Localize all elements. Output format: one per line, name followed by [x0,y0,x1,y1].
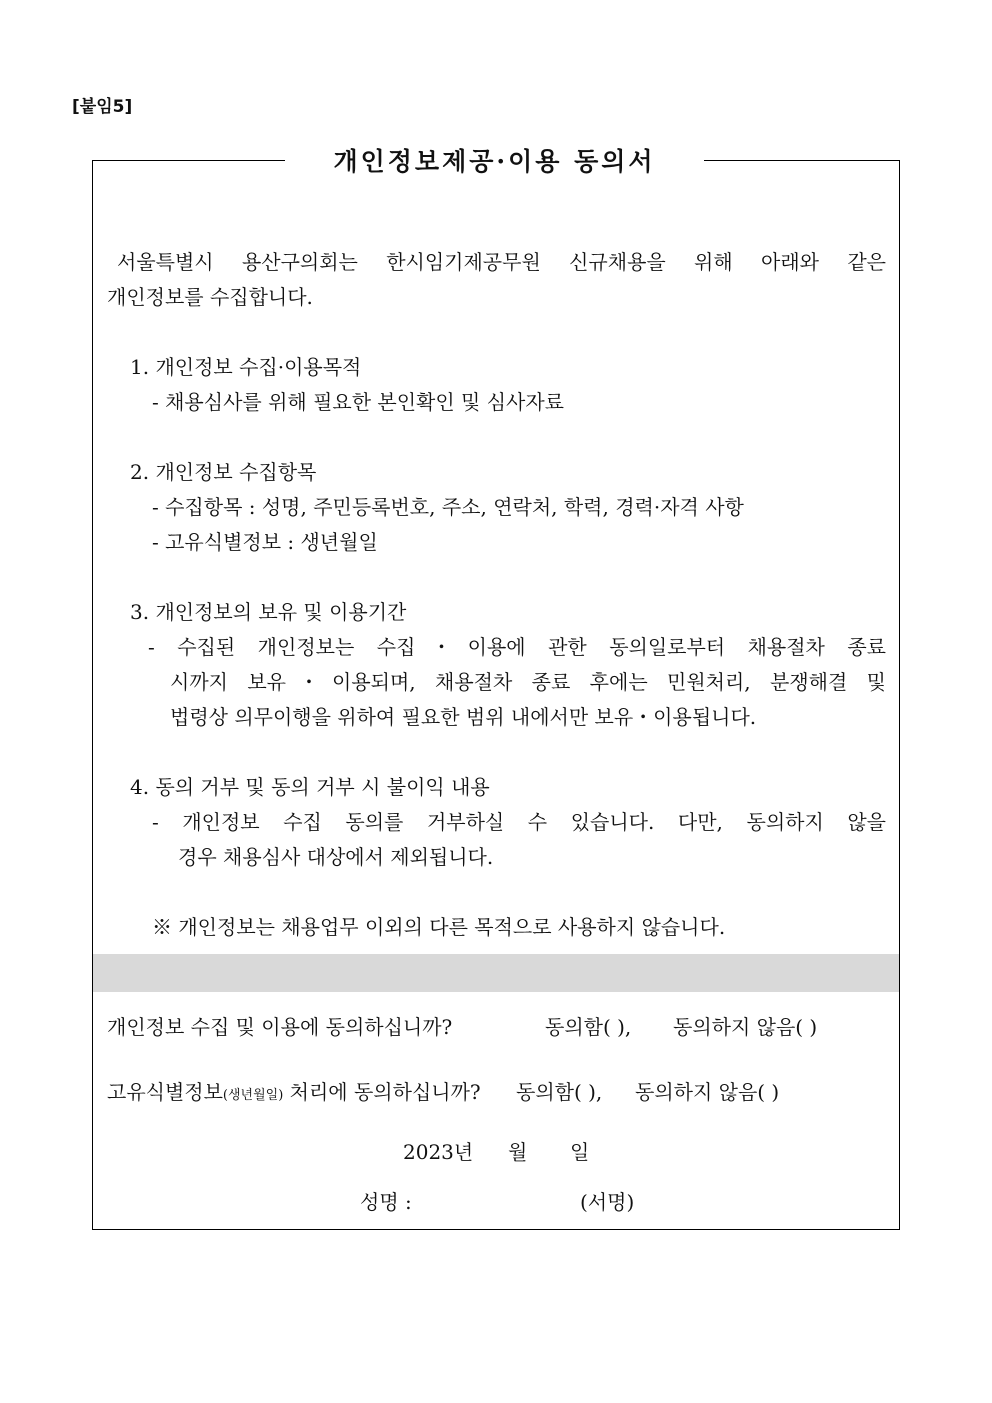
consent-2-question-small: (생년월일) [222,1088,284,1103]
section-2-item-2: - 고유식별정보 : 생년월일 [152,530,378,554]
consent-1-question: 개인정보 수집 및 이용에 동의하십니까? [107,1015,453,1039]
section-3-heading: 3. 개인정보의 보유 및 이용기간 [130,600,407,624]
divider-bar [93,954,899,992]
section-4-heading: 4. 동의 거부 및 동의 거부 시 불이익 내용 [130,775,490,799]
section-4-item-1: - 개인정보 수집 동의를 거부하실 수 있습니다. 다만, 동의하지 않을 [152,810,886,834]
consent-2-question-main: 고유식별정보 [107,1080,223,1104]
section-3-item-2: 시까지 보유・이용되며, 채용절차 종료 후에는 민원처리, 분쟁해결 및 [170,670,886,694]
consent-1-agree-checkbox[interactable]: 동의함( ), [545,1015,632,1039]
signature-name-label: 성명 : [360,1190,412,1214]
signature-sign[interactable]: (서명) [580,1190,635,1214]
intro-line-2: 개인정보를 수집합니다. [107,285,313,309]
date-year: 2023년 [403,1140,474,1164]
section-4-item-2: 경우 채용심사 대상에서 제외됩니다. [178,845,494,869]
attachment-label: [붙임5] [72,97,133,117]
consent-2-question-rest: 처리에 동의하십니까? [283,1080,481,1104]
section-1-item-1: - 채용심사를 위해 필요한 본인확인 및 심사자료 [152,390,564,414]
frame-top-line-left [92,160,285,161]
intro-line-1: 서울특별시 용산구의회는 한시임기제공무원 신규채용을 위해 아래와 같은 [117,250,886,274]
usage-note: ※ 개인정보는 채용업무 이외의 다른 목적으로 사용하지 않습니다. [152,915,726,939]
section-2-heading: 2. 개인정보 수집항목 [130,460,317,484]
date-day[interactable]: 일 [570,1140,590,1164]
section-3-item-3: 법령상 의무이행을 위하여 필요한 범위 내에서만 보유・이용됩니다. [170,705,757,729]
date-month[interactable]: 월 [508,1140,528,1164]
consent-1-disagree-checkbox[interactable]: 동의하지 않음( ) [673,1015,818,1039]
consent-2-disagree-checkbox[interactable]: 동의하지 않음( ) [635,1080,780,1104]
frame-top-line-right [704,160,900,161]
form-title: 개인정보제공·이용 동의서 [333,147,656,176]
section-3-item-1: - 수집된 개인정보는 수집・이용에 관한 동의일로부터 채용절차 종료 [148,635,886,659]
consent-2-question [107,1075,481,1113]
section-2-item-1: - 수집항목 : 성명, 주민등록번호, 주소, 연락처, 학력, 경력·자격 사항 [152,495,744,519]
consent-2-agree-checkbox[interactable]: 동의함( ), [516,1080,603,1104]
section-1-heading: 1. 개인정보 수집·이용목적 [130,355,362,379]
